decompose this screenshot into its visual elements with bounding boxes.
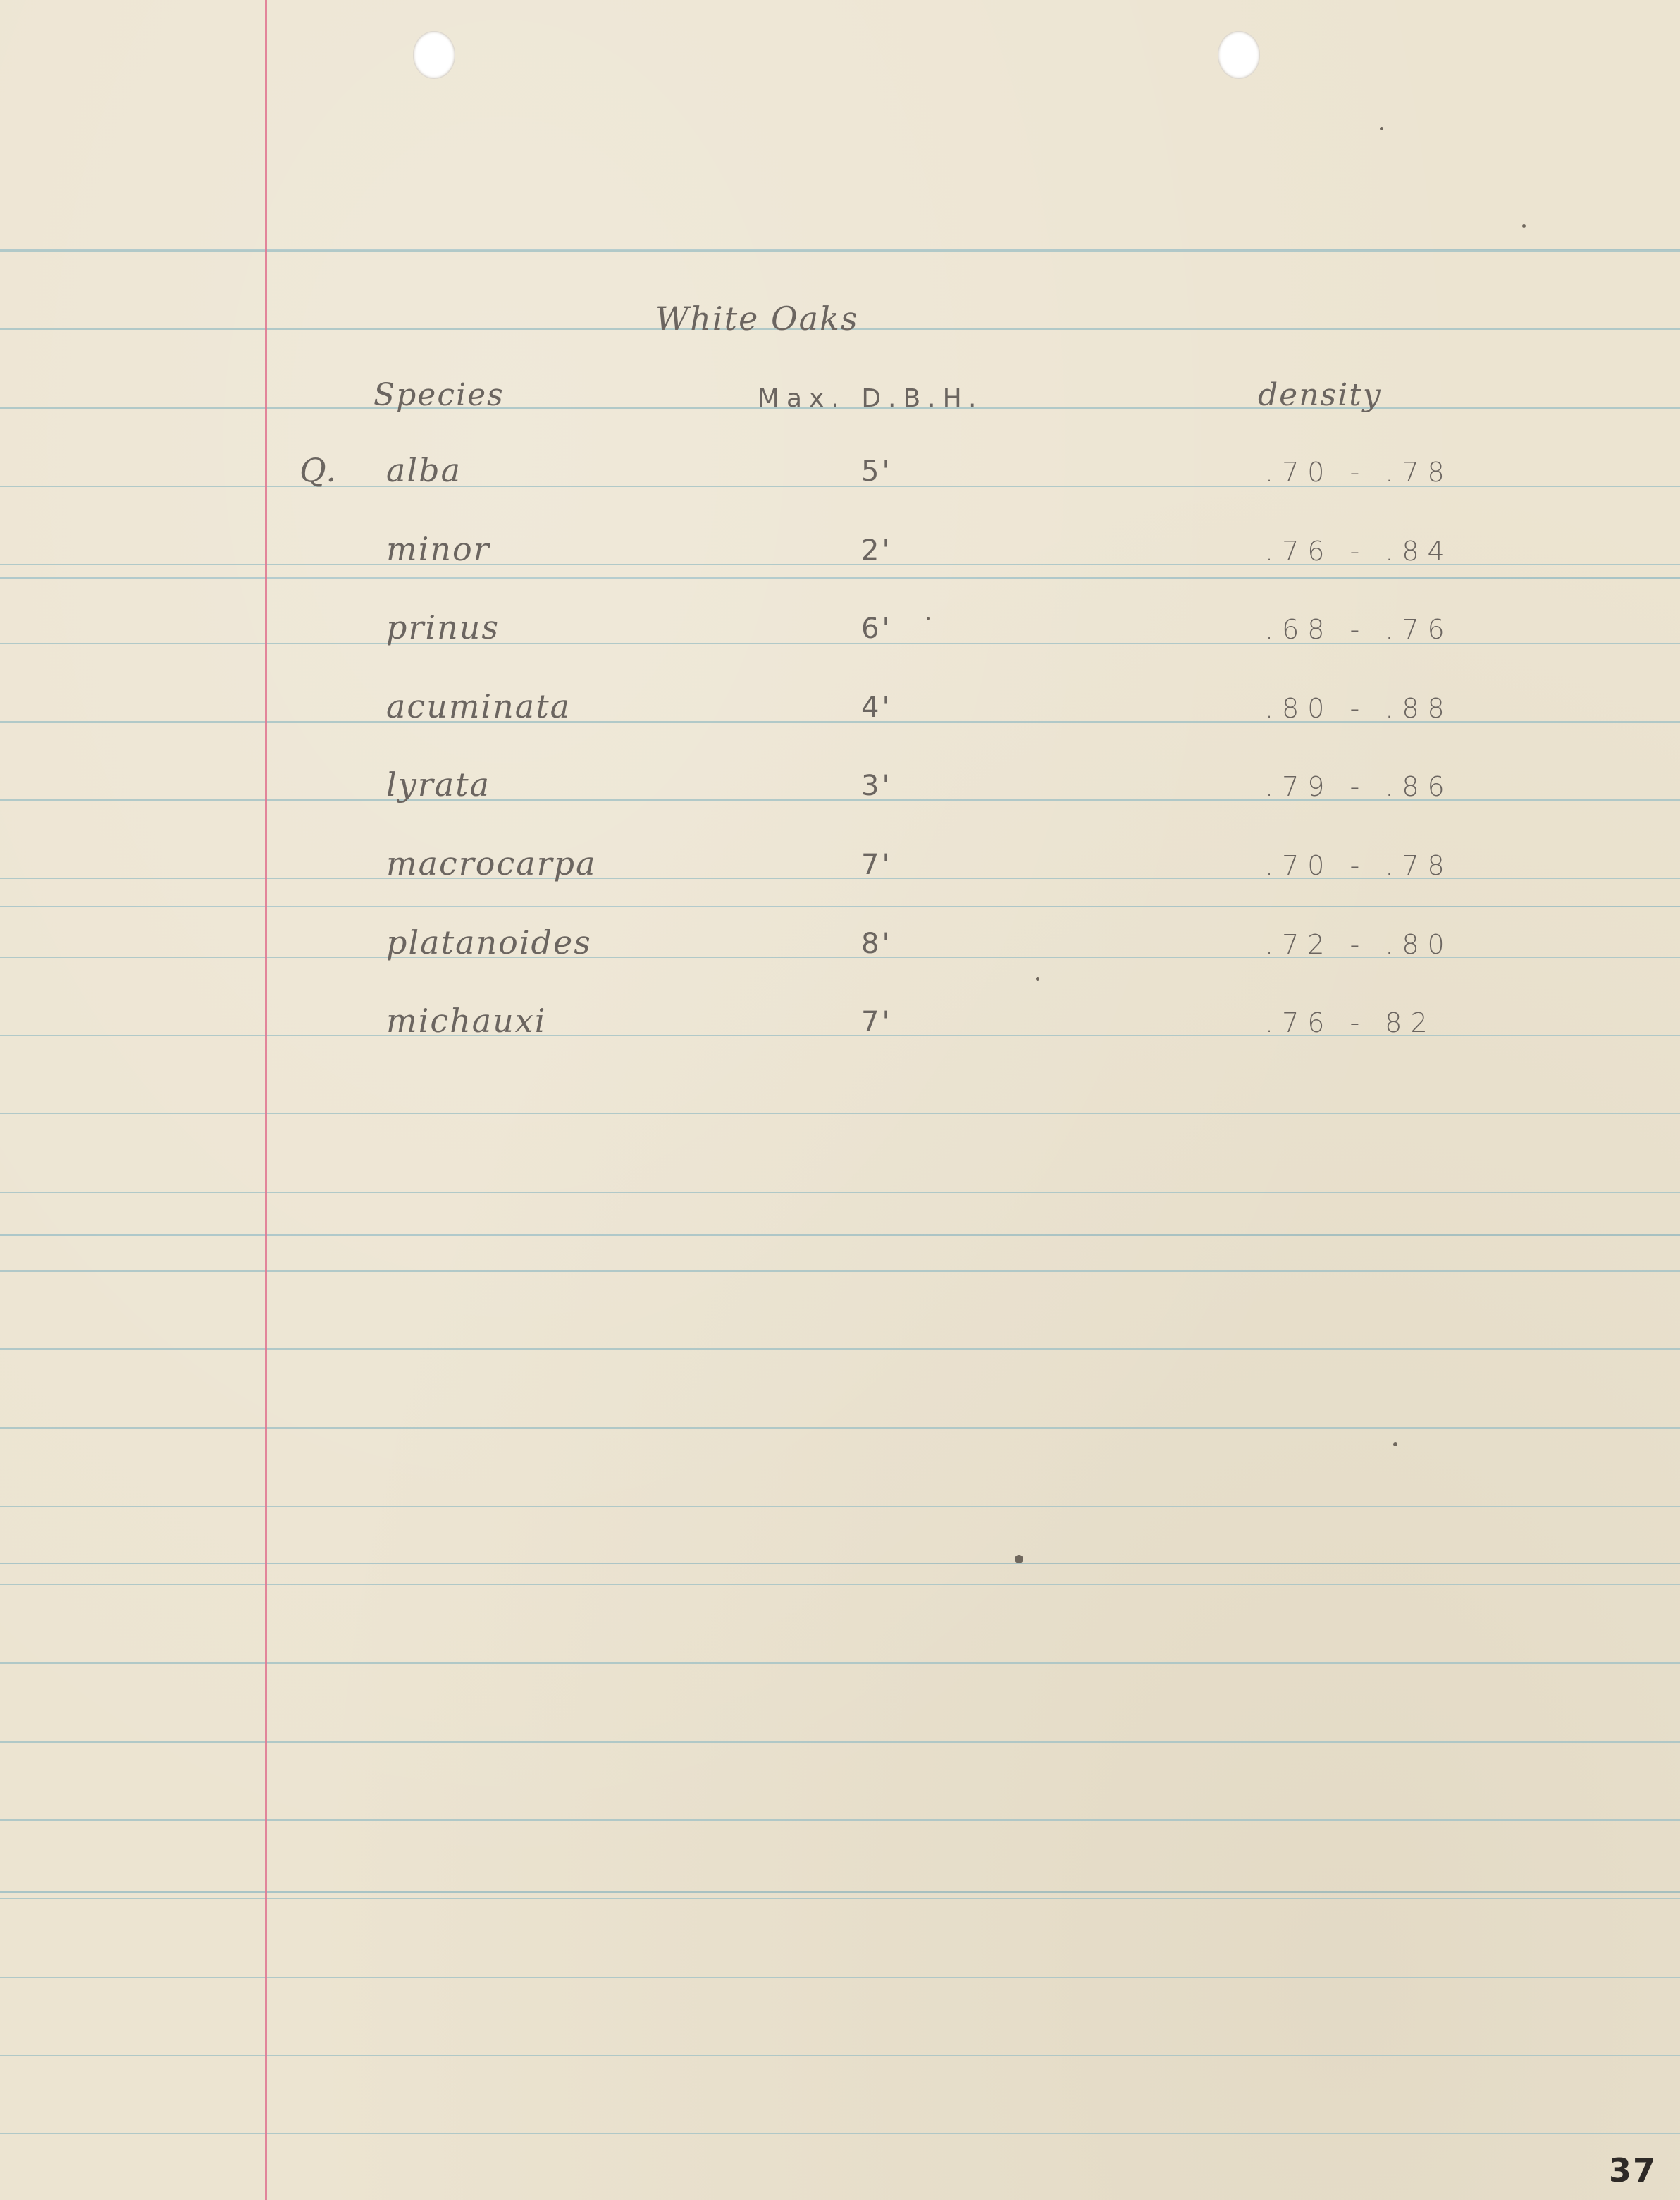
density-cell: .80 - .88 [1265,693,1453,724]
density-cell: .76 - 82 [1265,1007,1436,1038]
ruled-line [0,1348,1680,1350]
species-cell: acuminata [386,687,572,725]
table-row [0,1002,1680,1058]
density-cell: .79 - .86 [1265,771,1453,802]
ruled-line [0,1506,1680,1507]
punch-hole-left [413,31,455,79]
header-max-dbh: Max. D.B.H. [758,384,984,413]
dbh-cell: 6' [861,613,893,645]
dbh-cell: 2' [861,534,893,567]
density-cell: .72 - .80 [1265,929,1453,960]
ruled-line [0,1898,1680,1899]
species-cell: platanoides [386,923,592,961]
dbh-cell: 5' [861,455,893,488]
ruled-line [0,1427,1680,1429]
table-row [0,923,1680,980]
density-cell: .70 - .78 [1265,457,1453,488]
species-cell: michauxi [386,1002,547,1040]
species-cell: lyrata [386,766,491,804]
dbh-cell: 8' [861,928,893,960]
density-cell: .76 - .84 [1265,536,1453,567]
paper-speck [927,617,930,620]
margin-line [265,0,267,2200]
page-number: 37 [1609,2151,1657,2189]
punch-hole-right [1218,31,1260,79]
density-cell: .70 - .78 [1265,850,1453,881]
species-cell: macrocarpa [386,844,597,883]
dbh-cell: 3' [861,770,893,802]
table-row [0,687,1680,744]
ruled-line [0,1113,1680,1114]
ruled-line [0,1584,1680,1585]
species-cell: prinus [386,608,500,646]
dbh-cell: 4' [861,692,893,724]
species-cell: alba [386,451,462,489]
species-cell: minor [386,530,490,568]
ruled-line [0,2133,1680,2134]
ruled-line [0,1819,1680,1821]
header-species: Species [373,377,505,413]
table-row [0,844,1680,901]
page-title: White Oaks [655,300,859,338]
paper-speck [1380,127,1383,130]
ruled-line [0,1662,1680,1664]
ruled-line [0,1741,1680,1743]
table-row [0,530,1680,586]
ruled-line [0,1192,1680,1193]
ruled-line [0,250,1680,252]
ruled-line [0,1270,1680,1272]
ruled-line [0,2055,1680,2056]
genus-cell: Q. [299,451,338,489]
table-row [0,766,1680,822]
paper-speck [1393,1442,1397,1446]
paper-speck [1015,1555,1023,1563]
table-row [0,451,1680,508]
dbh-cell: 7' [861,849,893,881]
dbh-cell: 7' [861,1006,893,1038]
density-cell: .68 - .76 [1265,614,1453,645]
paper-speck [1036,977,1039,981]
ruled-line [0,1977,1680,1978]
table-row [0,608,1680,665]
paper-speck [1522,224,1526,228]
header-density: density [1258,377,1382,413]
